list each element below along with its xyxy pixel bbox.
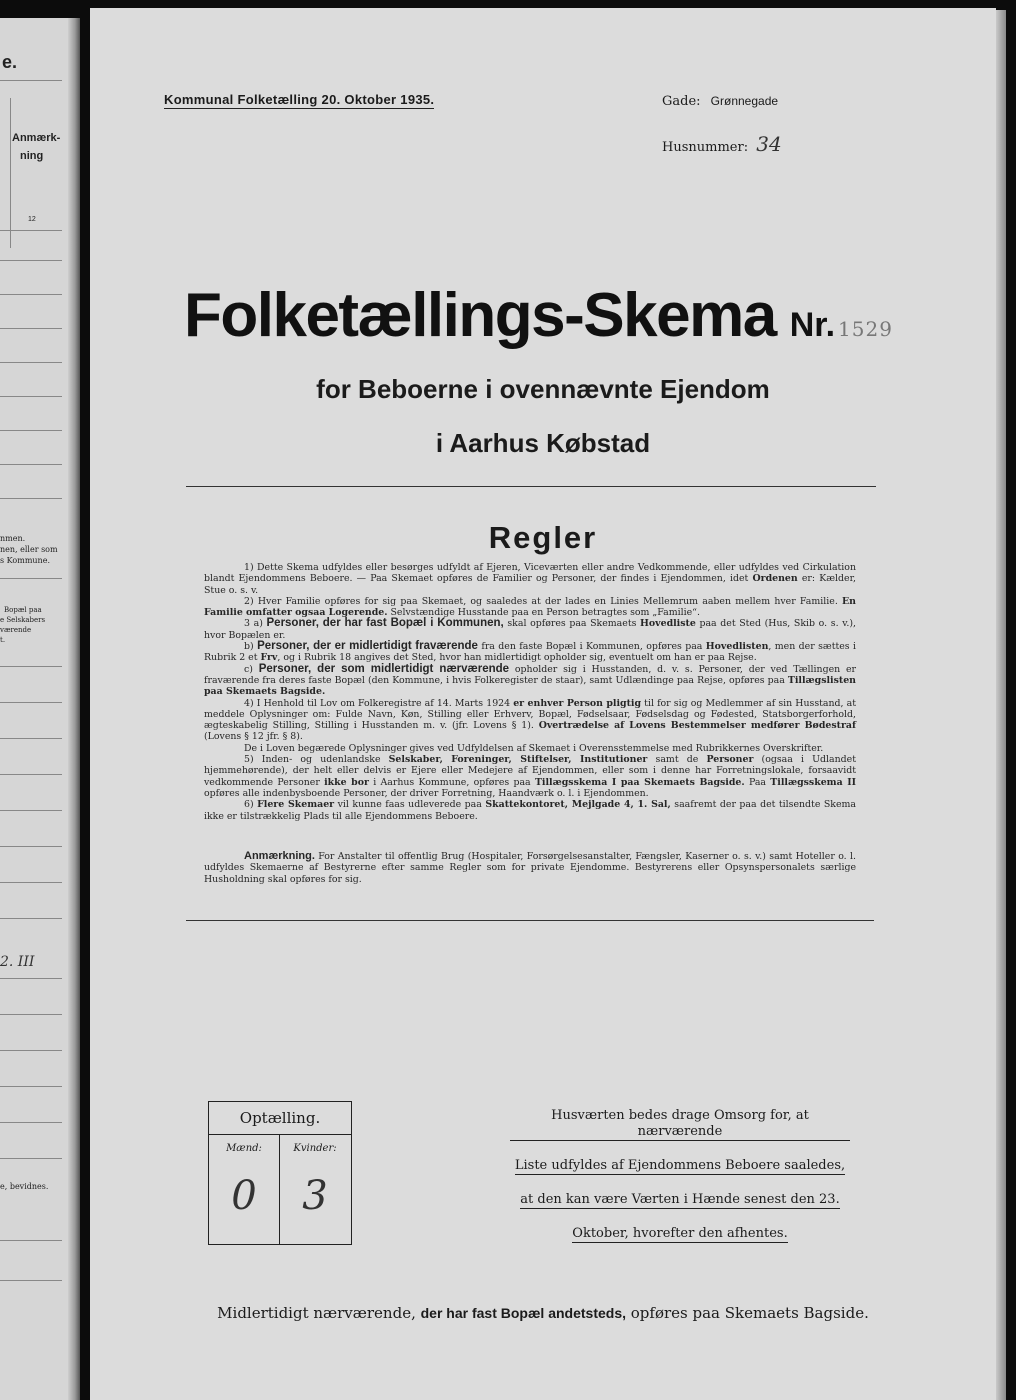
footer-note: Midlertidigt nærværende, der har fast Bopæl andetsteds, opføres paa Skemaets Bagside. <box>217 1304 869 1322</box>
left-rule <box>0 464 62 465</box>
house-number-label: Husnummer: <box>662 140 749 155</box>
street-field <box>662 94 778 109</box>
rule-2: 2) Hver Familie opføres for sig paa Skemaet, og saaledes at der lades en Linies Mellemrum aaben mellem hver Familie. En Familie omfatter ogsaa Logerende. Selvstændige Husstande paa en Person betragtes som „Familie“. <box>204 595 856 619</box>
left-rule <box>0 230 62 231</box>
left-rule <box>0 918 62 919</box>
left-rule <box>0 1086 62 1087</box>
men-count: 0 <box>231 1173 257 1219</box>
left-rule <box>0 294 62 295</box>
left-rule <box>0 666 62 667</box>
divider <box>186 920 874 921</box>
left-rule <box>0 80 62 81</box>
left-note-2a: Bopæl paa <box>4 606 42 614</box>
left-facing-page <box>0 18 80 1400</box>
left-rule <box>0 810 62 811</box>
census-form-page <box>90 8 996 1400</box>
left-rule <box>0 362 62 363</box>
remark-section <box>204 851 856 885</box>
left-col-label-1: Anmærk- <box>12 132 61 144</box>
women-count: 3 <box>302 1173 328 1219</box>
house-number-field <box>662 132 782 156</box>
right-page-edge <box>996 10 1006 1400</box>
left-rule <box>0 1122 62 1123</box>
rules-heading: Regler <box>488 520 598 555</box>
rule-3c: c) Personer, der som midlertidigt nærværende opholder sig i Husstanden, d. v. s. Personer, der ved Tællingen er fraværende fra deres faste Bopæl (den Kommune, i hvis Folkeregister de staar), samt Udlændinge paa Rejse, opføres paa Tillægslisten paa Skemaets Bagside. <box>204 662 857 698</box>
men-column <box>209 1135 280 1244</box>
form-number-value: 1529 <box>838 317 893 341</box>
remark-text: For Anstalter til offentlig Brug (Hospitaler, Forsørgelsesanstalter, Fængsler, Kaserner o. s. v.) samt Hoteller o. l. udfyldes Skemaerne af Bestyrerne efter samme Regler som for private Ejendomme. Bestyrerens eller Opsynspersonalets særlige Husholdning skal opføres for sig. <box>204 851 856 885</box>
left-rule <box>0 774 62 775</box>
left-rule <box>0 702 62 703</box>
left-col-number: 12 <box>28 216 36 223</box>
left-rule <box>0 846 62 847</box>
rule-3b: b) Personer, der er midlertidigt fraværende fra den faste Bopæl i Kommunen, opføres paa Hovedlisten, men der sættes i Rubrik 2 et Frv, og i Rubrik 18 angives det Sted, hvor han midlertidigt opholder sig, eventuelt om han er paa Rejse. <box>204 640 856 664</box>
left-rule <box>0 1050 62 1051</box>
street-label: Gade: <box>662 94 701 109</box>
landlord-line-2: Liste udfyldes af Ejendommens Beboere saaledes, <box>514 1158 846 1173</box>
left-note-1b: nen, eller som <box>0 545 58 554</box>
left-note-2d: t. <box>0 636 6 644</box>
remark-label: Anmærkning. <box>244 850 315 862</box>
form-subtitle-1: for Beboerne i ovennævnte Ejendom <box>316 374 770 404</box>
rule-4: 4) I Henhold til Lov om Folkeregistre af 14. Marts 1924 er enhver Person pligtig til for sig og Medlemmer af sin Husstand, at meddele Oplysninger om: Fulde Navn, Køn, Stilling eller Erhverv, Bopæl, Fødselsaar, Fødselsdag og Fødested, Statsborgerforhold, ægteskabelig Stilling, Stilling i Husstanden m. v. (jfr. Lovens § 1). Overtrædelse af Lovens Bestemmelser medfører Bødestraf (Lovens § 12 jfr. § 8). <box>204 697 856 743</box>
left-note-1a: nmen. <box>0 534 26 543</box>
left-note-2b: e Selskabers <box>0 616 46 624</box>
left-note-2c: værende <box>0 626 32 634</box>
page-edge-shadow <box>68 18 80 1400</box>
left-rule <box>0 1158 62 1159</box>
left-rule <box>0 882 62 883</box>
women-label: Kvinder: <box>293 1143 337 1154</box>
left-column-divider <box>10 98 11 248</box>
rule-3a: 3 a) Personer, der har fast Bopæl i Kommunen, skal opføres paa Skemaets Hovedliste paa det Sted (Hus, Skib o. s. v.), hvor Bopælen er. <box>204 617 856 641</box>
rule-1: 1) Dette Skema udfyldes eller besørges udfyldt af Ejeren, Viceværten eller andre Vedkommende, eller udfyldes ved Cirkulation blandt Ejendommens Beboere. — Paa Skemaet opføres de Familier og Personer, der findes i Ejendommen, idet Ordenen er: Kælder, Stue o. s. v. <box>204 562 856 596</box>
left-rule <box>0 328 62 329</box>
landlord-instruction <box>510 1108 850 1251</box>
women-column <box>280 1135 350 1244</box>
men-label: Mænd: <box>226 1143 262 1154</box>
left-page-heading: e. <box>2 52 18 72</box>
left-rule <box>0 1240 62 1241</box>
landlord-line-3: at den kan være Værten i Hænde senest den 23. <box>520 1192 840 1207</box>
left-col-label-2: ning <box>20 150 44 162</box>
form-title-main: Folketællings-Skema <box>184 281 776 350</box>
count-box <box>208 1101 352 1245</box>
count-box-title: Optælling. <box>209 1102 351 1135</box>
form-subtitle-2: i Aarhus Købstad <box>435 428 651 458</box>
left-note-3: e, bevidnes. <box>0 1182 49 1191</box>
left-rule <box>0 430 62 431</box>
form-number-label: Nr. <box>789 306 836 344</box>
rule-4-note: De i Loven begærede Oplysninger gives ved Udfyldelsen af Skemaet i Overensstemmelse med Rubrikkernes Overskrifter. <box>244 742 824 754</box>
census-header: Kommunal Folketælling 20. Oktober 1935. <box>164 92 435 107</box>
left-rule <box>0 1014 62 1015</box>
left-rule <box>0 738 62 739</box>
rule-5: 5) Inden- og udenlandske Selskaber, Foreninger, Stiftelser, Institutioner samt de Personer (ogsaa i Udlandet hjemmehørende), der helt eller delvis er Ejere eller Medejere af Ejendommen, eller som i denne har Forretningslokale, forsaavidt vedkommende Personer ikke bor i Aarhus Kommune, opføres paa Tillægsskema I paa Skemaets Bagside. Paa Tillægsskema II opføres alle indenbysboende Personer, der driver Forretning, Haandværk o. l. i Ejendommen. <box>204 754 857 799</box>
house-number-value: 34 <box>756 132 782 156</box>
rule-6: 6) Flere Skemaer vil kunne faas udleverede paa Skattekontoret, Mejlgade 4, 1. Sal, saafremt der paa det tilsendte Skema ikke er tilstrækkelig Plads til alle Ejendommens Beboere. <box>204 799 856 822</box>
left-rule <box>0 978 62 979</box>
landlord-line-4: Oktober, hvorefter den afhentes. <box>572 1226 788 1241</box>
left-rule <box>0 260 62 261</box>
left-note-1c: s Kommune. <box>0 556 50 565</box>
left-rule <box>0 498 62 499</box>
left-scribble: 2. III <box>0 954 35 970</box>
divider <box>186 486 876 487</box>
left-rule <box>0 1280 62 1281</box>
rules-text <box>204 562 856 822</box>
left-rule <box>0 578 62 579</box>
landlord-line-1: Husværten bedes drage Omsorg for, at nærværende <box>510 1108 850 1141</box>
left-rule <box>0 396 62 397</box>
street-value: Grønnegade <box>710 94 779 108</box>
form-title <box>184 280 893 351</box>
